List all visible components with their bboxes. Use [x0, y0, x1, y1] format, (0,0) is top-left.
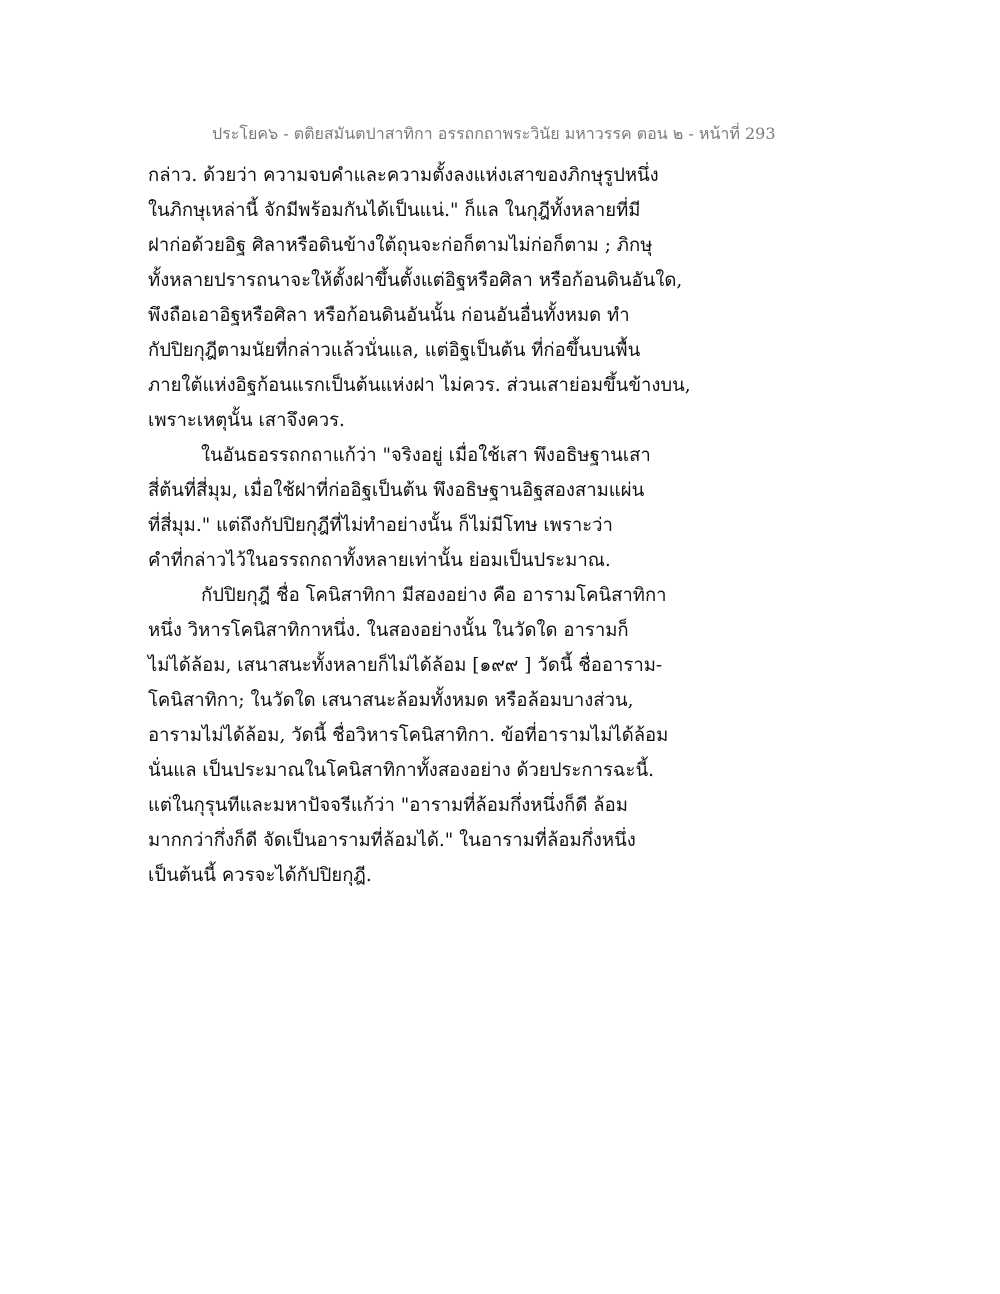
text-line: มากกว่ากึ่งก็ดี จัดเป็นอารามที่ล้อมได้." ในอารามที่ล้อมกึ่งหนึ่ง — [148, 830, 636, 851]
text-line: หนึ่ง วิหารโคนิสาทิกาหนึ่ง. ในสองอย่างนั้น ในวัดใด อารามก็ — [148, 620, 629, 641]
text-line: เพราะเหตุนั้น เสาจึงควร. — [148, 410, 345, 431]
text-line: โคนิสาทิกา; ในวัดใด เสนาสนะล้อมทั้งหมด หรือล้อมบางส่วน, — [148, 690, 634, 711]
text-line: แต่ในกุรุนทีและมหาปัจจรีแก้ว่า "อารามที่ล้อมกึ่งหนึ่งก็ดี ล้อม — [148, 795, 628, 816]
text-line: คำที่กล่าวไว้ในอรรถกถาทั้งหลายเท่านั้น ย่อมเป็นประมาณ. — [148, 550, 611, 571]
paragraph-first-line: ในอันธอรรถกถาแก้ว่า "จริงอยู่ เมื่อใช้เสา พึงอธิษฐานเสา — [201, 445, 651, 466]
text-line: ภายใต้แห่งอิฐก้อนแรกเป็นต้นแห่งฝา ไม่ควร. ส่วนเสาย่อมขึ้นข้างบน, — [148, 375, 691, 396]
text-line: ไม่ได้ล้อม, เสนาสนะทั้งหลายก็ไม่ได้ล้อม [๑๙๙ ] วัดนี้ ชื่ออาราม- — [148, 655, 663, 676]
text-line: ที่สี่มุม." แต่ถึงกัปปิยกุฎีที่ไม่ทำอย่างนั้น ก็ไม่มีโทษ เพราะว่า — [148, 515, 613, 536]
text-line: เป็นต้นนี้ ควรจะได้กัปปิยกุฎี. — [148, 865, 372, 886]
paragraph-first-line: กัปปิยกุฎี ชื่อ โคนิสาทิกา มีสองอย่าง คือ อารามโคนิสาทิกา — [201, 585, 667, 606]
text-line: สี่ต้นที่สี่มุม, เมื่อใช้ฝาที่ก่ออิฐเป็นต้น พึงอธิษฐานอิฐสองสามแผ่น — [148, 480, 645, 501]
running-header: ประโยค๖ - ตติยสมันตปาสาทิกา อรรถกถาพระวินัย มหาวรรค ตอน ๒ - หน้าที่ 293 — [212, 124, 776, 143]
text-line: อารามไม่ได้ล้อม, วัดนี้ ชื่อวิหารโคนิสาทิกา. ข้อที่อารามไม่ได้ล้อม — [148, 725, 669, 746]
text-line: นั่นแล เป็นประมาณในโคนิสาทิกาทั้งสองอย่าง ด้วยประการฉะนี้. — [148, 760, 654, 781]
body-text — [148, 158, 748, 893]
text-line: ในภิกษุเหล่านี้ จักมีพร้อมกันได้เป็นแน่." ก็แล ในกุฎีทั้งหลายที่มี — [148, 200, 641, 221]
text-line: กล่าว. ด้วยว่า ความจบคำและความตั้งลงแห่งเสาของภิกษุรูปหนึ่ง — [148, 165, 659, 186]
text-line: ทั้งหลายปรารถนาจะให้ตั้งฝาขึ้นตั้งแต่อิฐหรือศิลา หรือก้อนดินอันใด, — [148, 270, 683, 291]
text-line: พึงถือเอาอิฐหรือศิลา หรือก้อนดินอันนั้น ก่อนอันอื่นทั้งหมด ทำ — [148, 305, 630, 326]
text-line: ฝาก่อด้วยอิฐ ศิลาหรือดินข้างใต้ถุนจะก่อก็ตามไม่ก่อก็ตาม ; ภิกษุ — [148, 235, 653, 256]
text-line: กัปปิยกุฎีตามนัยที่กล่าวแล้วนั่นแล, แต่อิฐเป็นต้น ที่ก่อขึ้นบนพื้น — [148, 340, 641, 361]
